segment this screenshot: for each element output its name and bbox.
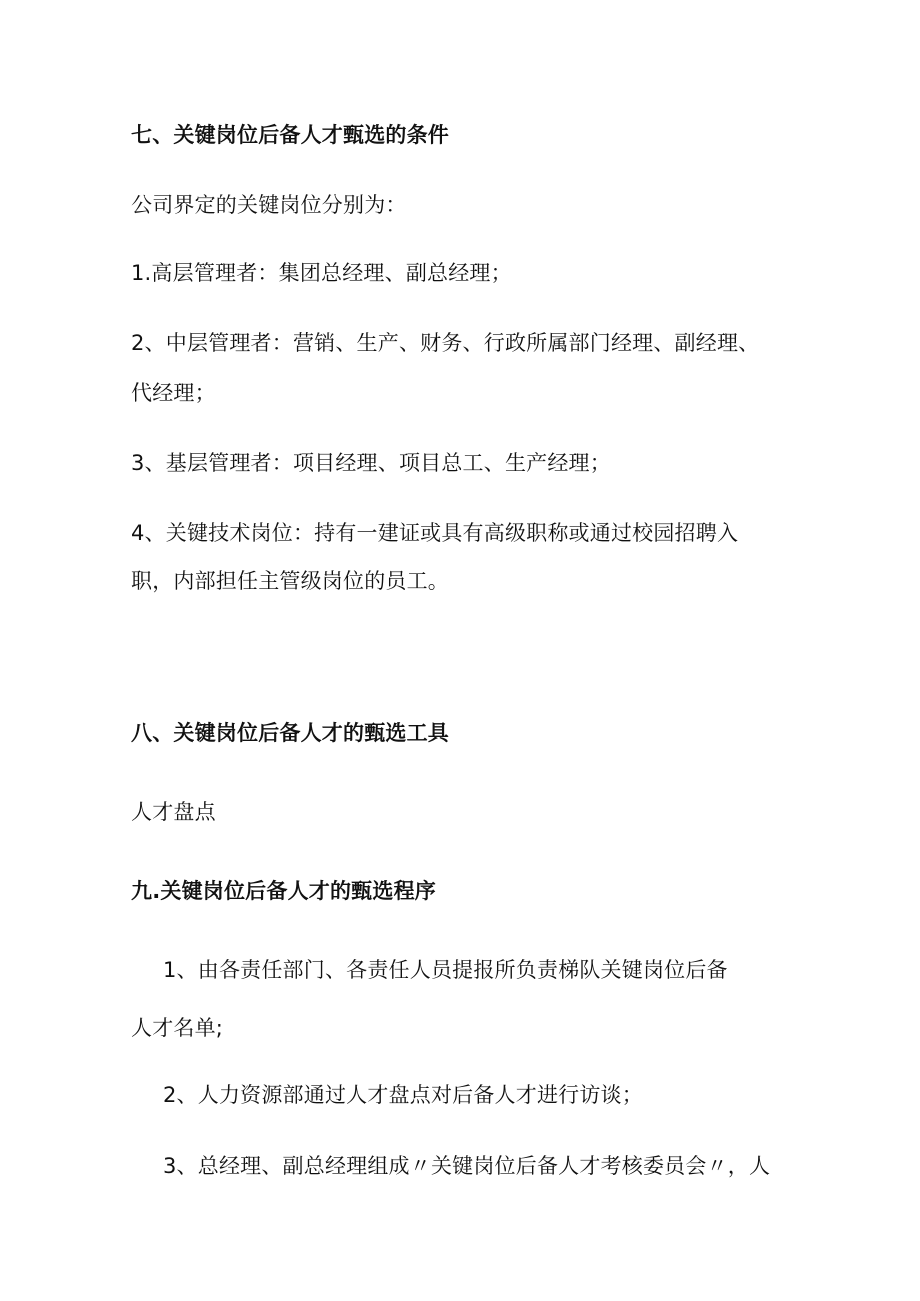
- section-9-step-3-line-1: 3、总经理、副总经理组成〃关键岗位后备人才考核委员会〃，人: [163, 1154, 771, 1178]
- section-7-item-4-line-2: 职，内部担任主管级岗位的员工。: [131, 569, 449, 593]
- section-7-item-2-line-1: 2、中层管理者：营销、生产、财务、行政所属部门经理、副经理、: [131, 331, 760, 355]
- section-7-intro: 公司界定的关键岗位分别为：: [131, 193, 407, 217]
- section-9-step-2: 2、人力资源部通过人才盘点对后备人才进行访谈；: [163, 1083, 643, 1107]
- section-9-heading: 九.关键岗位后备人才的甄选程序: [131, 879, 436, 903]
- section-9-step-1-line-1: 1、由各责任部门、各责任人员提报所负责梯队关键岗位后备: [163, 958, 728, 982]
- section-7-item-3: 3、基层管理者：项目经理、项目总工、生产经理；: [131, 451, 611, 475]
- section-7-heading: 七、关键岗位后备人才甄选的条件: [131, 123, 449, 147]
- section-9-step-1-line-2: 人才名单;: [131, 1016, 224, 1040]
- section-7-item-2-line-2: 代经理；: [131, 381, 216, 405]
- section-7-item-4-line-1: 4、关键技术岗位：持有一建证或具有高级职称或通过校园招聘入: [131, 521, 739, 545]
- section-8-body: 人才盘点: [131, 800, 216, 824]
- section-8-heading: 八、关键岗位后备人才的甄选工具: [131, 721, 449, 745]
- section-7-item-1: 1.高层管理者：集团总经理、副总经理；: [131, 261, 512, 285]
